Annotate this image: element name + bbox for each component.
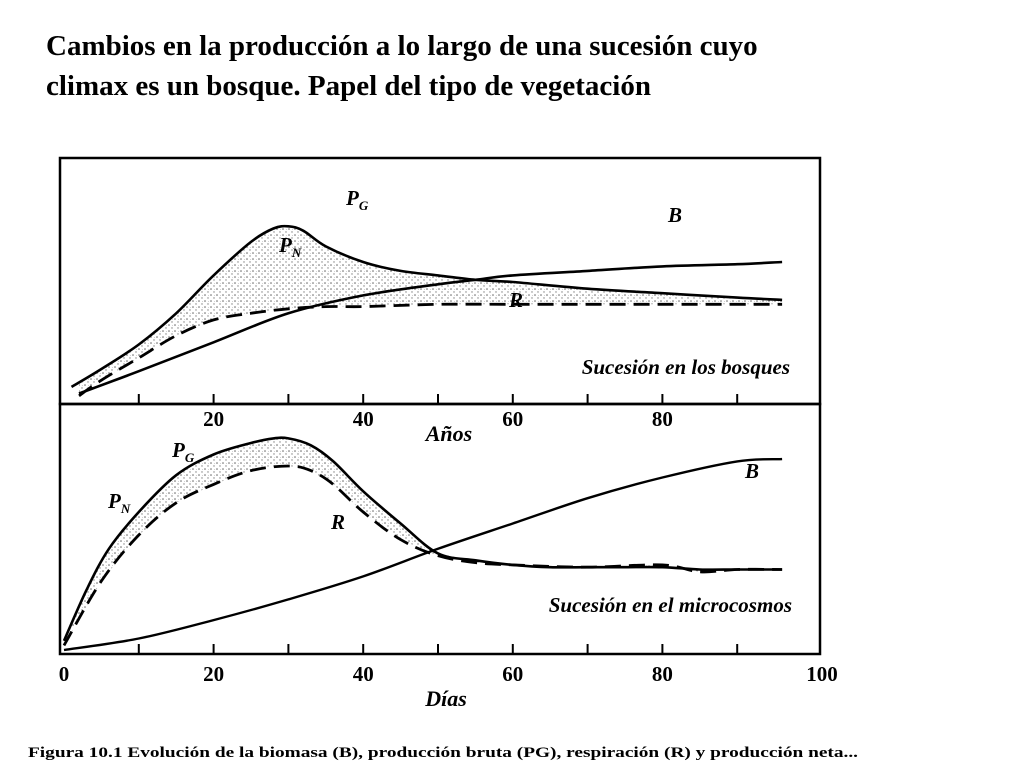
microcosm-x-ticks xyxy=(59,644,838,686)
microcosm-panel-title: Sucesión en el microcosmos xyxy=(548,593,792,617)
forest-tick-label: 40 xyxy=(352,407,374,431)
forest-pn-label: $P_N$ xyxy=(279,233,302,260)
microcosm-pn-label: $P_N$ xyxy=(108,489,131,516)
microcosm-b-label: B xyxy=(745,459,760,483)
forest-x-axis-title: Años xyxy=(425,421,473,446)
forest-tick-label: 80 xyxy=(651,407,673,431)
forest-tick-label: 60 xyxy=(502,407,524,431)
microcosm-tick-label: 40 xyxy=(352,662,374,686)
microcosm-tick-label: 60 xyxy=(502,662,524,686)
microcosm-pg-label: $P_G$ xyxy=(172,438,195,465)
microcosm-tick-label: 80 xyxy=(651,662,673,686)
microcosm-panel xyxy=(59,438,838,711)
microcosm-tick-label: 100 xyxy=(806,662,838,686)
forest-panel-title: Sucesión en los bosques xyxy=(581,355,790,379)
microcosm-x-axis-title: Días xyxy=(425,686,467,711)
forest-b-label: B xyxy=(668,203,683,227)
microcosm-tick-label: 20 xyxy=(203,662,225,686)
forest-pg-label: $P_G$ xyxy=(346,186,369,213)
slide-title-line-1: Cambios en la producción a lo largo de una sucesión cuyo xyxy=(46,30,758,62)
microcosm-r-label: R xyxy=(331,510,346,534)
microcosm-tick-label: 0 xyxy=(58,662,70,686)
forest-tick-label: 20 xyxy=(203,407,225,431)
forest-r-label: R xyxy=(509,288,524,312)
forest-panel xyxy=(72,186,791,446)
figure-caption: Figura 10.1 Evolución de la biomasa (B), producción bruta (PG), respiración (R) y producción neta... xyxy=(28,745,859,761)
slide-title-line-2: climax es un bosque. Papel del tipo de vegetación xyxy=(46,70,651,102)
